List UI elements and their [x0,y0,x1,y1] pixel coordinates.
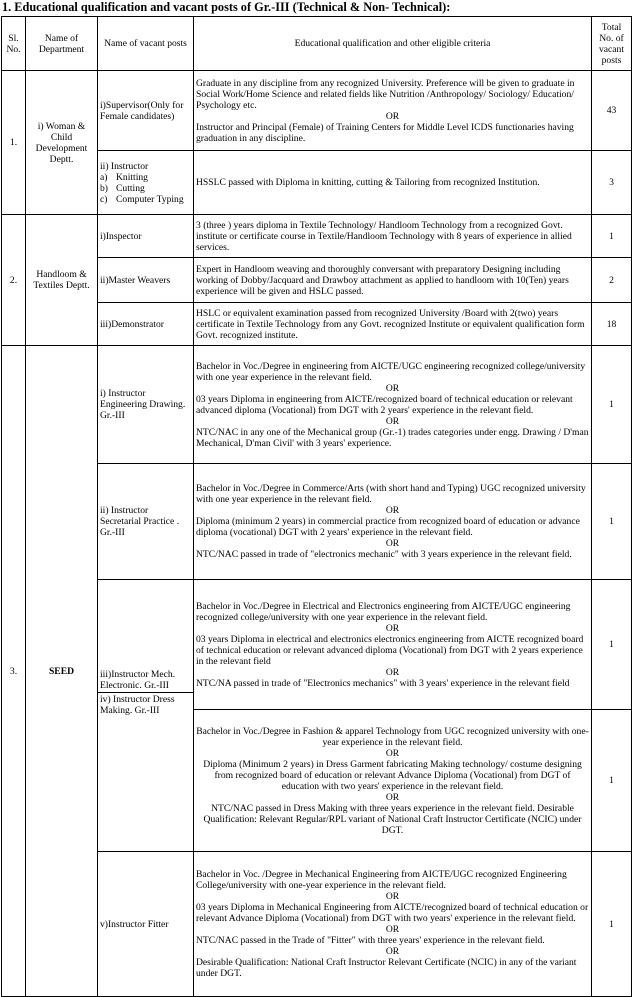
list-item: a) Knitting [100,171,148,183]
post-cell: iii)Demonstrator [98,303,194,346]
criteria-cell [194,71,592,151]
post-cell: i) Instructor Engineering Drawing. Gr.-III [98,346,194,464]
post-cell: v)Instructor Fitter [98,852,194,997]
criteria-line: HSSLC passed with Diploma in knitting, cutting & Tailoring from recognized Institution. [196,177,540,188]
table-row [2,346,632,464]
table-row [2,215,632,258]
criteria-cell [194,710,592,852]
post-upper [98,580,193,693]
criteria-or: OR [385,791,400,803]
total-cell: 18 [592,303,632,346]
post-cell [98,151,194,215]
criteria-line: Bachelor in Voc./Degree in Electrical and Electronics engineering from AICTE/UGC engineering recognized college/university with one year experience in the relevant field. [196,600,571,623]
total-cell: 1 [592,710,632,852]
criteria-line: Desirable Qualification: National Craft Instructor Relevant Certificate (NCIC) in any of the variant under DGT. [196,957,577,979]
header-dept: Name of Department [26,17,98,71]
criteria-line: NTC/NA passed in trade of "Electronics mechanics" with 3 years' experience in the relevant field [196,677,570,689]
header-post: Name of vacant posts [98,17,194,71]
post-cell: i)Supervisor(Only for Female candidates) [98,71,194,151]
criteria-line: Diploma (Minimum 2 years) in Dress Garment fabricating Making technology/ costume designing from recognized board of education or relevant Advance Diploma (Vocational) from DGT of education with two years' experience in the relevant field. [203,758,582,792]
criteria-line: Graduate in any discipline from any recognized University. Preference will be given to graduate in Social Work/Home Science and related fields like Nutrition /Anthropology/ Sociology/ Education/ Psychology etc. [196,77,575,111]
sl-cell: 1. [2,71,26,215]
criteria-or: OR [385,110,400,122]
total-cell: 1 [592,464,632,580]
header-criteria: Educational qualification and other eligible criteria [194,17,592,71]
document-title: 1. Educational qualification and vacant posts of Gr.-III (Technical & Non- Technical): [2,0,451,14]
criteria-or: OR [385,747,400,759]
criteria-line: Bachelor in Voc./Degree in Fashion & apparel Technology from UGC recognized university with one-year experience in the relevant field. [196,725,589,748]
total-cell: 1 [592,215,632,258]
total-cell: 1 [592,346,632,464]
criteria-or: OR [385,666,400,678]
post-title: ii) Instructor [100,160,149,172]
criteria-cell [194,852,592,997]
criteria-cell: 3 (three ) years diploma in Textile Technology/ Handloom Technology from a recognized Govt. institute or certificate course in Textile/Handloom Technology with 8 years of experience in allied services. [194,215,592,258]
criteria-line: Diploma (minimum 2 years) in commercial practice from recognized board of education or advance diploma (vocational) DGT with 2 years' experience in the relevant field. [196,516,580,538]
post-cell [98,580,194,852]
post-cell: ii)Master Weavers [98,258,194,303]
criteria-line: Bachelor in Voc. /Degree in Mechanical Engineering from AICTE/UGC recognized Engineering College/university with one-year experience in the relevant field. [196,869,567,891]
criteria-line: NTC/NAC in any one of the Mechanical group (Gr.-1) trades categories under engg. Drawing / D'man Mechanical, D'man Civil' with 3 years' experience. [196,426,589,449]
criteria-cell [194,580,592,710]
vacancy-table [1,16,632,997]
criteria-line: 03 years Diploma in engineering from AICTE/recognized board of technical education or relevant advanced diploma (Vocational) from DGT with 2 years' experience in the relevant field. [196,393,573,416]
total-cell: 2 [592,258,632,303]
header-row [2,17,632,71]
criteria-line: Bachelor in Voc./Degree in Commerce/Arts (with short hand and Typing) UGC recognized university with one year experience in the relevant field. [196,483,586,505]
criteria-or: OR [385,946,400,957]
criteria-or: OR [385,622,400,634]
criteria-cell: Expert in Handloom weaving and thoroughly conversant with preparatory Designing including working of Dobby/Jacquard and Drawboy attachment as applied to handloom with 10(Ten) years experience will be given and HSLC passed. [194,258,592,303]
post-lower [98,693,193,717]
header-sl: Sl. No. [2,17,26,71]
sl-cell: 3. [2,346,26,997]
total-cell: 1 [592,852,632,997]
list-item: b) Cutting [100,182,145,194]
criteria-cell [194,151,592,215]
criteria-or: OR [385,538,400,549]
criteria-or: OR [385,505,400,516]
criteria-or: OR [385,891,400,902]
sl-cell: 2. [2,215,26,346]
total-cell: 1 [592,580,632,710]
header-total: Total No. of vacant posts [592,17,632,71]
post-label: iii)Instructor Mech. Electronic. Gr.-III [100,669,176,691]
total-cell: 3 [592,151,632,215]
table-row [2,71,632,151]
criteria-line: NTC/NAC passed in trade of "electronics mechanic" with 3 years experience in the relevant field. [196,549,572,560]
criteria-line: 03 years Diploma in Mechanical Engineering from AICTE/recognized board of technical education or relevant Advance Diploma (Vocational) from DGT with two years' experience in the relevant field. [196,902,589,924]
dept-cell: Handloom & Textiles Deptt. [26,215,98,346]
post-cell: ii) Instructor Secretarial Practice . Gr.-III [98,464,194,580]
criteria-cell: HSLC or equivalent examination passed from recognized University /Board with 2(two) years certificate in Textile Technology from any Govt. recognized Institute or equivalent qualification form Govt. recognized institute. [194,303,592,346]
criteria-cell [194,346,592,464]
criteria-line: NTC/NAC passed in Dress Making with three years experience in the relevant field. Desirable Qualification: Relevant Regular/RPL variant of National Craft Instructor Certificate (NCIC) under DGT. [203,802,582,836]
dept-cell: SEED [26,346,98,997]
criteria-or: OR [385,924,400,935]
list-item: c) Computer Typing [100,193,184,205]
criteria-or: OR [385,415,400,427]
criteria-line: Instructor and Principal (Female) of Training Centers for Middle Level ICDS functionaries having graduation in any discipline. [196,121,574,144]
post-cell: i)Inspector [98,215,194,258]
post-item-list [100,172,191,205]
criteria-line: Bachelor in Voc./Degree in engineering from AICTE/UGC engineering recognized college/university with one year experience in the relevant field. [196,360,586,383]
criteria-line: NTC/NAC passed in the Trade of "Fitter" with three years' experience in the relevant field. [196,935,545,946]
criteria-or: OR [385,382,400,394]
post-label: iv) Instructor Dress Making. Gr.-III [100,694,175,716]
total-cell: 43 [592,71,632,151]
criteria-line: 03 years Diploma in electrical and electronics electronics engineering from AICTE recognized board of technical education or relevant advanced diploma (Vocational) from DGT with 2 years experience in the relevant field [196,633,584,667]
criteria-cell [194,464,592,580]
dept-cell: i) Woman & Child Development Deptt. [26,71,98,215]
